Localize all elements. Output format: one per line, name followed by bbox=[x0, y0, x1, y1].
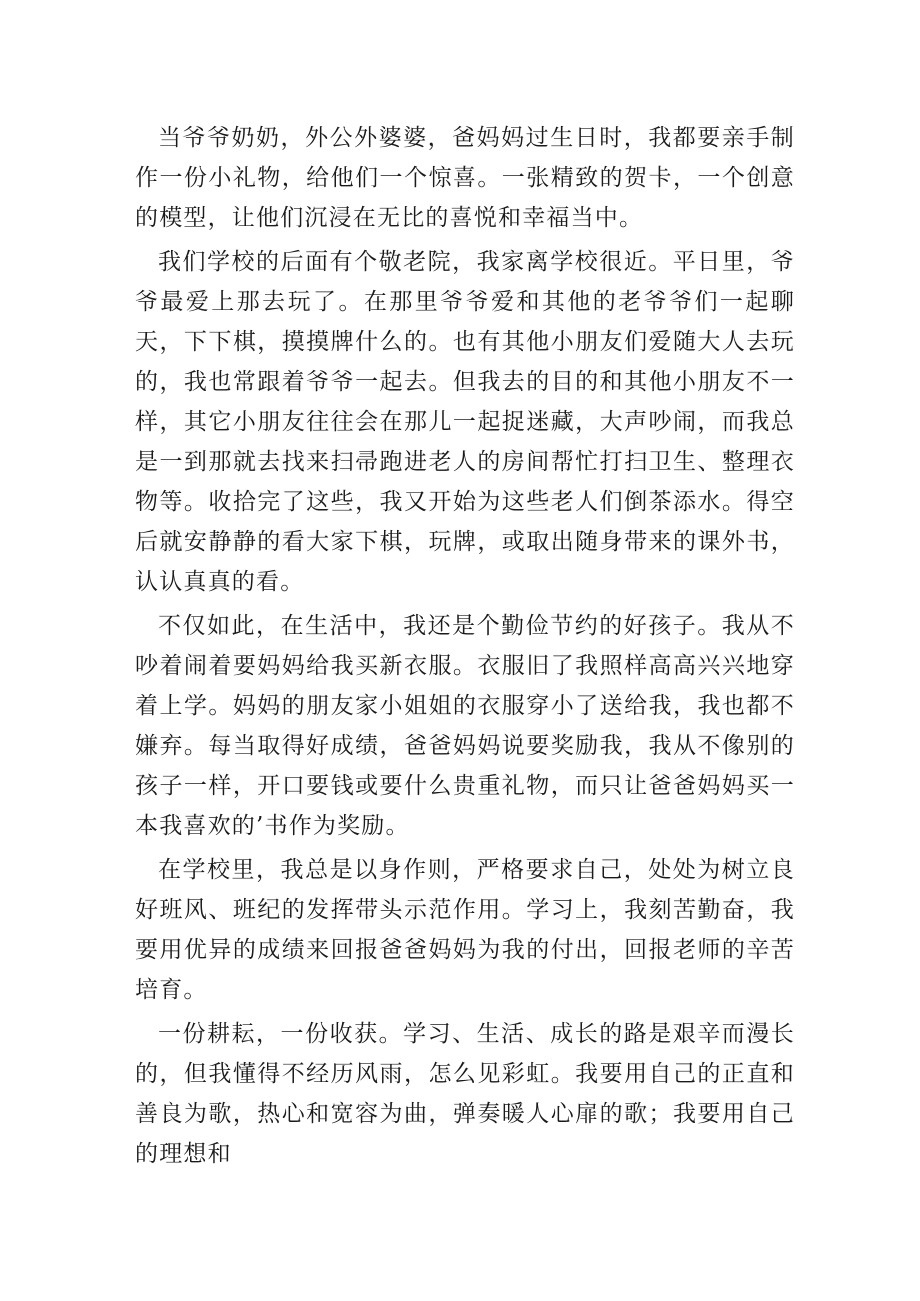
paragraph-2: 我们学校的后面有个敬老院，我家离学校很近。平日里，爷爷最爱上那去玩了。在那里爷爷爱和其他的老爷爷们一起聊天，下下棋，摸摸牌什么的。也有其他小朋友们爱随大人去玩的，我也常跟着爷爷一起去。但我去的目的和其他小朋友不一样，其它小朋友往往会在那儿一起捉迷藏，大声吵闹，而我总是一到那就去找来扫帚跑进老人的房间帮忙打扫卫生、整理衣物等。收拾完了这些，我又开始为这些老人们倒茶添水。得空后就安静静的看大家下棋，玩牌，或取出随身带来的课外书，认认真真的看。 bbox=[135, 249, 795, 595]
paragraph-5: 一份耕耘，一份收获。学习、生活、成长的路是艰辛而漫长的，但我懂得不经历风雨，怎么见彩虹。我要用自己的正直和善良为歌，热心和宽容为曲，弹奏暖人心扉的歌；我要用自己的理想和 bbox=[135, 1021, 795, 1167]
paragraph-4: 在学校里，我总是以身作则，严格要求自己，处处为树立良好班风、班纪的发挥带头示范作用。学习上，我刻苦勤奋，我要用优异的成绩来回报爸爸妈妈为我的付出，回报老师的辛苦培育。 bbox=[135, 857, 795, 1003]
document-body bbox=[135, 118, 795, 1178]
paragraph-1: 当爷爷奶奶，外公外婆婆，爸妈妈过生日时，我都要亲手制作一份小礼物，给他们一个惊喜。一张精致的贺卡，一个创意的模型，让他们沉浸在无比的喜悦和幸福当中。 bbox=[135, 125, 795, 231]
paragraph-3: 不仅如此，在生活中，我还是个勤俭节约的好孩子。我从不吵着闹着要妈妈给我买新衣服。衣服旧了我照样高高兴兴地穿着上学。妈妈的朋友家小姐姐的衣服穿小了送给我，我也都不嫌弃。每当取得好成绩，爸爸妈妈说要奖励我，我从不像别的孩子一样，开口要钱或要什么贵重礼物，而只让爸爸妈妈买一本我喜欢的’书作为奖励。 bbox=[135, 613, 795, 839]
